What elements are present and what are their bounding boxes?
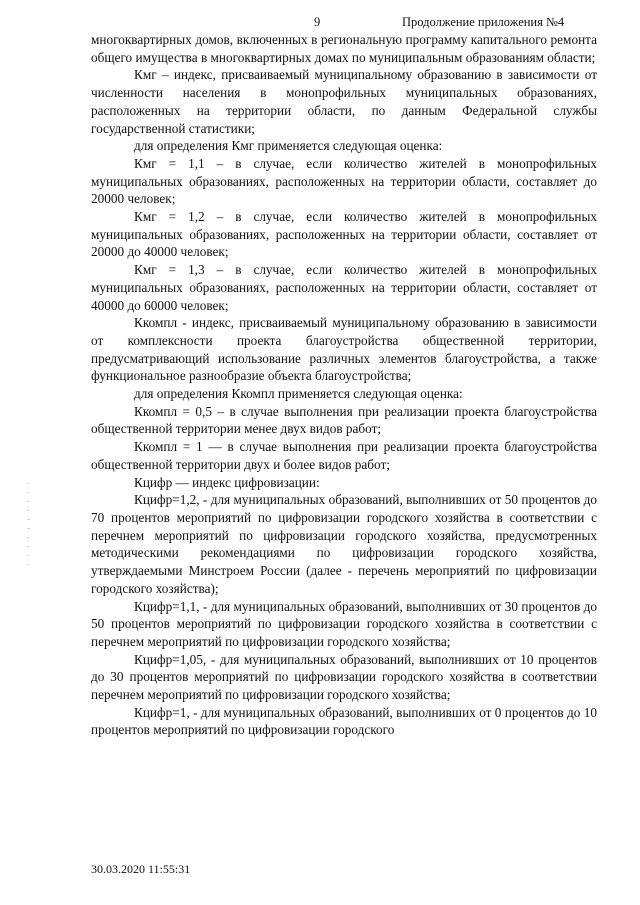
paragraph: Ккомпл - индекс, присваиваемый муниципальному образованию в зависимости от комплексности проекта благоустройства общественной территории, предусматривающий использование различных элементов благоустройства, а также функциональное разнообразие объекта благоустройства;	[91, 315, 597, 384]
paragraph: Кмг = 1,2 – в случае, если количество жителей в монопрофильных муниципальных образованиях, расположенных на территории области, составляет от 20000 до 40000 человек;	[91, 209, 597, 260]
page-number: 9	[314, 15, 321, 29]
appendix-header: Продолжение приложения №4	[402, 15, 565, 29]
paragraph: Кмг = 1,1 – в случае, если количество жителей в монопрофильных муниципальных образованиях, расположенных на территории области, составляет до 20000 человек;	[91, 155, 597, 207]
paragraph: Ккомпл = 0,5 – в случае выполнения при реализации проекта благоустройства общественной территории менее двух видов работ;	[91, 403, 597, 437]
paragraph: Кмг = 1,3 – в случае, если количество жителей в монопрофильных муниципальных образованиях, расположенных на территории области, составляет от 40000 до 60000 человек;	[91, 262, 597, 313]
paragraph: Кцифр=1, - для муниципальных образований, выполнивших от 0 процентов до 10 процентов мероприятий по цифровизации городского	[91, 704, 597, 738]
paragraph: Кмг – индекс, присваиваемый муниципальному образованию в зависимости от численности населения в монопрофильных муниципальных образованиях, расположенных на территории области, по данным Федеральной службы государственной статистики;	[91, 67, 597, 136]
paragraph: Кцифр=1,2, - для муниципальных образований, выполнивших от 50 процентов до 70 процентов мероприятий по цифровизации городского хозяйства в соответствии с перечнем мероприятий по цифровизации городского хозяйства, предусмотренных методическими рекомендациями по цифровизации городского хозяйства, утверждаемыми Минстроем России (далее - перечень мероприятий по цифровизации городского хозяйства);	[91, 492, 597, 596]
paragraph: Кцифр=1,1, - для муниципальных образований, выполнивших от 30 процентов до 50 процентов мероприятий по цифровизации городского хозяйства в соответствии с перечнем мероприятий по цифровизации городского хозяйства;	[91, 598, 597, 649]
paragraph: Кцифр — индекс цифровизации:	[134, 474, 320, 490]
document-body	[91, 31, 597, 739]
print-timestamp: 30.03.2020 11:55:31	[91, 862, 191, 876]
margin-scan-marks	[27, 483, 30, 573]
paragraph: Ккомпл = 1 — в случае выполнения при реализации проекта благоустройства общественной территории двух и более видов работ;	[91, 439, 597, 472]
paragraph: для определения Кмг применяется следующая оценка:	[134, 138, 443, 154]
paragraph: многоквартирных домов, включенных в региональную программу капитального ремонта общего имущества в многоквартирных домах по муниципальным образованиям области;	[91, 32, 597, 65]
paragraph: Кцифр=1,05, - для муниципальных образований, выполнивших от 10 процентов до 30 процентов мероприятий по цифровизации городского хозяйства в соответствии перечнем мероприятий по цифровизации городского хозяйства;	[91, 651, 597, 703]
paragraph: для определения Ккомпл применяется следующая оценка:	[134, 386, 463, 402]
